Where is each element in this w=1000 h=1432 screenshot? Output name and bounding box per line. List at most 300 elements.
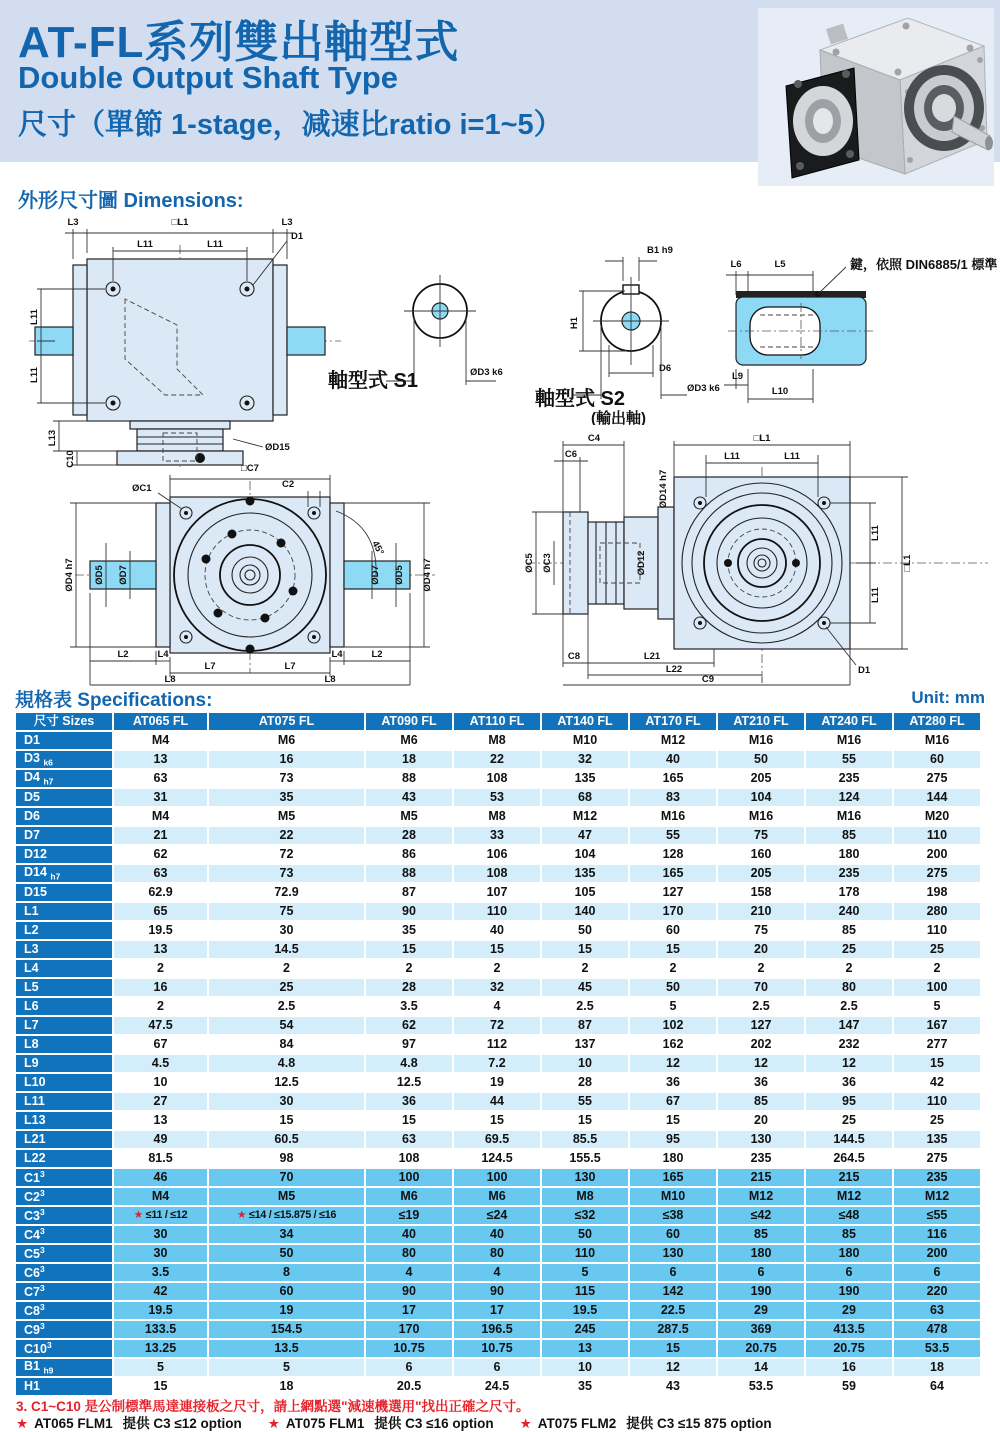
page-title-zh: AT-FL系列雙出軸型式 (18, 18, 460, 67)
value-cell: 165 (630, 865, 716, 882)
value-cell: 62.9 (114, 884, 207, 901)
value-cell: 6 (894, 1264, 980, 1281)
value-cell: 245 (542, 1321, 628, 1338)
value-cell: M5 (209, 808, 364, 825)
dim-label: ØD15 (265, 442, 290, 453)
option-text: 提供 C3 ≤16 option (374, 1416, 494, 1431)
value-cell: 55 (542, 1093, 628, 1110)
value-cell: M6 (209, 732, 364, 749)
table-row (16, 846, 980, 863)
spec-table-head (16, 713, 980, 730)
value-cell: 86 (366, 846, 452, 863)
value-cell: 102 (630, 1017, 716, 1034)
dim-label: H1 (569, 316, 580, 330)
option-note (16, 1416, 242, 1431)
value-cell: 275 (894, 770, 980, 787)
value-cell: ★ ≤11 / ≤12 (114, 1207, 207, 1224)
value-cell: ≤32 (542, 1207, 628, 1224)
value-cell: 220 (894, 1283, 980, 1300)
value-cell: 14.5 (209, 941, 364, 958)
value-cell: 2 (542, 960, 628, 977)
dim-label: C10 (65, 450, 76, 468)
value-cell: 45 (542, 979, 628, 996)
value-cell: 2.5 (718, 998, 804, 1015)
value-cell: 22.5 (630, 1302, 716, 1319)
dim-label: L11 (724, 451, 740, 462)
table-row (16, 1017, 980, 1034)
value-cell: 63 (894, 1302, 980, 1319)
dim-label: L2 (117, 649, 129, 660)
value-cell: 16 (209, 751, 364, 768)
value-cell: 28 (542, 1074, 628, 1091)
value-cell: M6 (366, 732, 452, 749)
value-cell: 35 (542, 1378, 628, 1395)
value-cell: 20 (718, 1112, 804, 1129)
dim-label: C8 (567, 651, 581, 662)
value-cell: M12 (542, 808, 628, 825)
value-cell: 115 (542, 1283, 628, 1300)
value-cell: 47.5 (114, 1017, 207, 1034)
value-cell: M8 (542, 1188, 628, 1205)
row-label: L3 (16, 941, 112, 958)
value-cell: 42 (114, 1283, 207, 1300)
row-label: $C3^3$ (16, 1207, 112, 1224)
value-cell: 104 (542, 846, 628, 863)
value-cell: 30 (114, 1245, 207, 1262)
row-label: D4 $_{h7}$ (16, 770, 112, 787)
dim-label: C2 (282, 479, 295, 490)
value-cell: 4 (454, 998, 540, 1015)
dim-label: L5 (774, 259, 786, 270)
value-cell: 4.8 (366, 1055, 452, 1072)
dim-label: ØD3 k6 (470, 367, 503, 378)
value-cell: 5 (114, 1359, 207, 1376)
row-label: D6 (16, 808, 112, 825)
row-label: L6 (16, 998, 112, 1015)
value-cell: 19.5 (542, 1302, 628, 1319)
row-label: L22 (16, 1150, 112, 1167)
value-cell: 70 (209, 1169, 364, 1186)
value-cell: 68 (542, 789, 628, 806)
value-cell: 18 (209, 1378, 364, 1395)
row-label: L10 (16, 1074, 112, 1091)
value-cell: 13 (114, 751, 207, 768)
value-cell: 200 (894, 846, 980, 863)
dim-label: L11 (29, 367, 40, 383)
value-cell: 10 (114, 1074, 207, 1091)
dim-label: ØC3 (542, 553, 553, 573)
value-cell: 210 (718, 903, 804, 920)
spec-heading-row (15, 685, 985, 709)
table-row (16, 732, 980, 749)
row-label: L4 (16, 960, 112, 977)
value-cell: 6 (806, 1264, 892, 1281)
value-cell: M4 (114, 732, 207, 749)
value-cell: 124.5 (454, 1150, 540, 1167)
value-cell: 275 (894, 1150, 980, 1167)
value-cell: 16 (806, 1359, 892, 1376)
dim-label: 45° (369, 539, 386, 558)
value-cell: 40 (630, 751, 716, 768)
value-cell: 170 (366, 1321, 452, 1338)
value-cell: 215 (718, 1169, 804, 1186)
value-cell: 87 (366, 884, 452, 901)
table-row (16, 770, 980, 787)
dim-label: ØD7 (118, 565, 129, 585)
table-row (16, 1188, 980, 1205)
dim-label: L3 (281, 217, 293, 228)
option-notes (16, 1412, 798, 1432)
value-cell: M10 (630, 1188, 716, 1205)
row-label: L11 (16, 1093, 112, 1110)
row-label: $C7^3$ (16, 1283, 112, 1300)
dim-label: ØD4 h7 (422, 558, 433, 592)
value-cell: 133.5 (114, 1321, 207, 1338)
value-cell: 6 (454, 1359, 540, 1376)
value-cell: 40 (366, 1226, 452, 1243)
row-label: B1 $_{h9}$ (16, 1359, 112, 1376)
row-label: $C4^3$ (16, 1226, 112, 1243)
value-cell: 24.5 (454, 1378, 540, 1395)
value-cell: 10.75 (366, 1340, 452, 1357)
value-cell: 15 (630, 941, 716, 958)
value-cell: 14 (718, 1359, 804, 1376)
row-label: $C5^3$ (16, 1245, 112, 1262)
dim-label: L21 (643, 651, 661, 662)
value-cell: 478 (894, 1321, 980, 1338)
value-cell: 232 (806, 1036, 892, 1053)
dimensions-heading: 外形尺寸圖 Dimensions: (18, 190, 244, 212)
dim-label: B1 h9 (647, 245, 673, 256)
value-cell: 35 (209, 789, 364, 806)
value-cell: 28 (366, 827, 452, 844)
value-cell: 280 (894, 903, 980, 920)
table-row (16, 865, 980, 882)
value-cell: 10.75 (454, 1340, 540, 1357)
value-cell: M16 (894, 732, 980, 749)
value-cell: 6 (718, 1264, 804, 1281)
value-cell: 7.2 (454, 1055, 540, 1072)
dim-label: ØC5 (524, 553, 535, 573)
value-cell: 60 (630, 1226, 716, 1243)
value-cell: 2 (114, 998, 207, 1015)
table-row (16, 960, 980, 977)
option-note (520, 1416, 772, 1431)
value-cell: 235 (806, 770, 892, 787)
dim-label: L2 (371, 649, 383, 660)
dim-label: ØD3 k6 (687, 383, 720, 394)
table-row (16, 1074, 980, 1091)
dim-label: L7 (284, 661, 296, 672)
value-cell: 15 (366, 941, 452, 958)
row-label: D14 $_{h7}$ (16, 865, 112, 882)
value-cell: 240 (806, 903, 892, 920)
value-cell: 95 (806, 1093, 892, 1110)
value-cell: 30 (209, 922, 364, 939)
option-model: AT075 FLM2 (537, 1416, 617, 1431)
value-cell: 287.5 (630, 1321, 716, 1338)
value-cell: 20.75 (806, 1340, 892, 1357)
value-cell: ★ ≤14 / ≤15.875 / ≤16 (209, 1207, 364, 1224)
value-cell: 12.5 (209, 1074, 364, 1091)
value-cell: M12 (630, 732, 716, 749)
value-cell: 72.9 (209, 884, 364, 901)
value-cell: 4 (366, 1264, 452, 1281)
value-cell: 135 (542, 770, 628, 787)
row-label: D1 (16, 732, 112, 749)
value-cell: 29 (806, 1302, 892, 1319)
value-cell: 70 (718, 979, 804, 996)
row-label: D5 (16, 789, 112, 806)
value-cell: 190 (806, 1283, 892, 1300)
value-cell: 63 (114, 770, 207, 787)
value-cell: M12 (894, 1188, 980, 1205)
value-cell: 72 (454, 1017, 540, 1034)
dim-label: L8 (164, 674, 176, 685)
value-cell: 50 (209, 1245, 364, 1262)
value-cell: 75 (209, 903, 364, 920)
dim-label: D1 (291, 231, 304, 242)
value-cell: ≤48 (806, 1207, 892, 1224)
table-row (16, 998, 980, 1015)
table-row (16, 1036, 980, 1053)
value-cell: 25 (806, 1112, 892, 1129)
value-cell: 5 (894, 998, 980, 1015)
page-title-en: Double Output Shaft Type (18, 60, 399, 95)
spec-table (14, 711, 982, 1397)
value-cell: 235 (806, 865, 892, 882)
value-cell: 147 (806, 1017, 892, 1034)
value-cell: 170 (630, 903, 716, 920)
value-cell: 85 (806, 922, 892, 939)
page-subtitle: 尺寸（單節 1-stage，减速比ratio i=1~5） (18, 109, 563, 141)
value-cell: 6 (366, 1359, 452, 1376)
value-cell: 2.5 (542, 998, 628, 1015)
value-cell: 180 (806, 846, 892, 863)
value-cell: 15 (542, 1112, 628, 1129)
value-cell: 90 (366, 1283, 452, 1300)
value-cell: 15 (630, 1340, 716, 1357)
dim-label: ØC1 (132, 483, 152, 494)
value-cell: 264.5 (806, 1150, 892, 1167)
value-cell: 165 (630, 1169, 716, 1186)
value-cell: M6 (454, 1188, 540, 1205)
table-row (16, 789, 980, 806)
row-label: $C2^3$ (16, 1188, 112, 1205)
value-cell: 34 (209, 1226, 364, 1243)
option-model: AT065 FLM1 (34, 1416, 113, 1431)
value-cell: 18 (366, 751, 452, 768)
value-cell: 2 (454, 960, 540, 977)
value-cell: M20 (894, 808, 980, 825)
star-icon: ★ (519, 1416, 532, 1431)
value-cell: 200 (894, 1245, 980, 1262)
value-cell: 85 (806, 1226, 892, 1243)
value-cell: 3.5 (114, 1264, 207, 1281)
dim-label: □L1 (902, 554, 913, 572)
value-cell: 15 (894, 1055, 980, 1072)
value-cell: 63 (366, 1131, 452, 1148)
dim-label: L4 (331, 649, 343, 660)
table-row (16, 1283, 980, 1300)
table-row (16, 1226, 980, 1243)
value-cell: 81.5 (114, 1150, 207, 1167)
option-text: 提供 C3 ≤15 875 option (626, 1416, 772, 1431)
model-header-cell: AT240 FL (806, 713, 892, 730)
value-cell: 25 (806, 941, 892, 958)
value-cell: 2 (209, 960, 364, 977)
table-row (16, 1340, 980, 1357)
value-cell: ≤55 (894, 1207, 980, 1224)
shaft-type-s1-drawing (320, 267, 520, 407)
value-cell: 110 (542, 1245, 628, 1262)
value-cell: 202 (718, 1036, 804, 1053)
value-cell: 53 (454, 789, 540, 806)
value-cell: 20.75 (718, 1340, 804, 1357)
value-cell: 15 (454, 941, 540, 958)
value-cell: 180 (806, 1245, 892, 1262)
value-cell: 198 (894, 884, 980, 901)
value-cell: 15 (542, 941, 628, 958)
value-cell: 105 (542, 884, 628, 901)
row-label: L2 (16, 922, 112, 939)
dim-label: C4 (587, 433, 601, 444)
value-cell: 49 (114, 1131, 207, 1148)
value-cell: 277 (894, 1036, 980, 1053)
value-cell: 142 (630, 1283, 716, 1300)
value-cell: 4.8 (209, 1055, 364, 1072)
value-cell: 20 (718, 941, 804, 958)
row-label: L21 (16, 1131, 112, 1148)
value-cell: 85 (718, 1226, 804, 1243)
value-cell: 10 (542, 1055, 628, 1072)
value-cell: ≤38 (630, 1207, 716, 1224)
value-cell: 155.5 (542, 1150, 628, 1167)
dim-label: L13 (47, 429, 58, 447)
value-cell: 215 (806, 1169, 892, 1186)
value-cell: 33 (454, 827, 540, 844)
value-cell: 46 (114, 1169, 207, 1186)
value-cell: 85 (718, 1093, 804, 1110)
value-cell: 25 (209, 979, 364, 996)
value-cell: 83 (630, 789, 716, 806)
dim-label: L4 (157, 649, 169, 660)
value-cell: 40 (454, 922, 540, 939)
value-cell: 140 (542, 903, 628, 920)
value-cell: 160 (718, 846, 804, 863)
value-cell: 180 (718, 1245, 804, 1262)
value-cell: 2 (718, 960, 804, 977)
value-cell: 180 (630, 1150, 716, 1167)
dim-label: ØD12 (636, 550, 647, 576)
value-cell: 108 (454, 865, 540, 882)
value-cell: 15 (209, 1112, 364, 1129)
row-label: D12 (16, 846, 112, 863)
value-cell: 18 (894, 1359, 980, 1376)
value-cell: 80 (366, 1245, 452, 1262)
value-cell: 60.5 (209, 1131, 364, 1148)
value-cell: 67 (630, 1093, 716, 1110)
flange-view-drawing (20, 455, 490, 687)
table-row (16, 1112, 980, 1129)
value-cell: M8 (454, 808, 540, 825)
value-cell: 2 (114, 960, 207, 977)
row-label: D3 $_{k6}$ (16, 751, 112, 768)
table-row (16, 1245, 980, 1262)
dim-label: ØD4 h7 (64, 558, 75, 592)
value-cell: M12 (718, 1188, 804, 1205)
value-cell: 369 (718, 1321, 804, 1338)
value-cell: 59 (806, 1378, 892, 1395)
value-cell: 62 (366, 1017, 452, 1034)
sizes-header-cell: 尺寸 Sizes (16, 713, 112, 730)
value-cell: 127 (630, 884, 716, 901)
table-row (16, 903, 980, 920)
product-image (758, 8, 994, 186)
value-cell: 128 (630, 846, 716, 863)
model-header-cell: AT110 FL (454, 713, 540, 730)
option-note (268, 1416, 494, 1431)
value-cell: 36 (806, 1074, 892, 1091)
value-cell: 205 (718, 865, 804, 882)
value-cell: 158 (718, 884, 804, 901)
value-cell: 165 (630, 770, 716, 787)
value-cell: 2 (366, 960, 452, 977)
value-cell: 40 (454, 1226, 540, 1243)
output-shaft-label: (輸出軸) (591, 410, 646, 425)
value-cell: 110 (894, 827, 980, 844)
value-cell: 42 (894, 1074, 980, 1091)
table-row (16, 884, 980, 901)
star-icon: ★ (16, 1416, 29, 1431)
value-cell: 110 (894, 1093, 980, 1110)
dim-label: ØD14 h7 (658, 469, 669, 509)
dim-label: L3 (67, 217, 79, 228)
dim-label: L11 (137, 239, 153, 250)
value-cell: 55 (630, 827, 716, 844)
star-icon: ★ (267, 1416, 280, 1431)
row-label: $C8^3$ (16, 1302, 112, 1319)
dim-label: □L1 (171, 217, 189, 228)
value-cell: 50 (718, 751, 804, 768)
option-model: AT075 FLM1 (285, 1416, 365, 1431)
dim-label: L11 (870, 525, 881, 541)
option-text: 提供 C3 ≤12 option (122, 1416, 242, 1431)
row-label: H1 (16, 1378, 112, 1395)
value-cell: 32 (542, 751, 628, 768)
value-cell: 53.5 (894, 1340, 980, 1357)
value-cell: 80 (454, 1245, 540, 1262)
dim-label: L11 (29, 309, 40, 325)
table-row (16, 1055, 980, 1072)
value-cell: 235 (894, 1169, 980, 1186)
value-cell: M16 (718, 732, 804, 749)
value-cell: 47 (542, 827, 628, 844)
dim-label: L11 (207, 239, 223, 250)
value-cell: M5 (366, 808, 452, 825)
value-cell: 15 (366, 1112, 452, 1129)
value-cell: 130 (630, 1245, 716, 1262)
value-cell: M4 (114, 1188, 207, 1205)
value-cell: 25 (894, 1112, 980, 1129)
front-view-drawing (25, 207, 345, 469)
table-row (16, 751, 980, 768)
row-label: $C6^3$ (16, 1264, 112, 1281)
value-cell: 44 (454, 1093, 540, 1110)
value-cell: 67 (114, 1036, 207, 1053)
value-cell: ≤24 (454, 1207, 540, 1224)
table-row (16, 1131, 980, 1148)
